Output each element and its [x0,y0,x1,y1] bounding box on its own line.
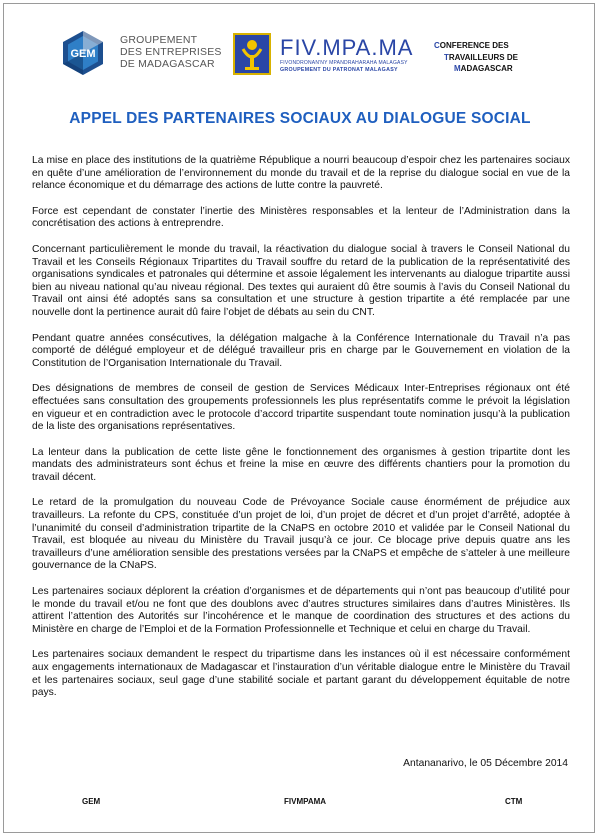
ctm-line1: ONFERENCE DES [439,41,509,50]
paragraph: La mise en place des institutions de la quatrième République a nourri beaucoup d’espoir chez les partenaires sociaux en quête d’une amélioration de l’environnement du monde du travail et de la reprise du dialogue social en vue de la relance économique et du démarrage des actions de lutte contre la pauvreté. [32,155,570,192]
paragraph: Force est cependant de constater l’inertie des Ministères responsables et la lenteur de l’Administration dans la concrétisation des actions à entreprendre. [32,205,570,230]
gem-name [120,34,222,70]
document-body [32,155,570,713]
gem-name-line1: GROUPEMENT [120,34,198,46]
paragraph: Les partenaires sociaux déplorent la création d’organismes et de départements qui n’ont pas beaucoup d’utilité pour le monde du travail et/ou ne font que des doublons avec d’autres structures similaires dans d’autres Ministères. Ils attirent l’attention des Autorités sur l’incohérence et le manque de coordination des structures et des actions du Ministère en charge de l’Emploi et de la Formation Professionnelle et Technique et celui en charge du Travail. [32,586,570,635]
paragraph: La lenteur dans la publication de cette liste gêne le fonctionnement des organismes à gestion tripartite dont les mandats des administrateurs sont échus et freine la mise en œuvre des différents chantiers pour la promotion du travail décent. [32,446,570,483]
fiv-emblem-icon [233,33,271,75]
document-title: APPEL DES PARTENAIRES SOCIAUX AU DIALOGUE SOCIAL [69,110,531,127]
signature-ctm: CTM [505,797,523,806]
ctm-line3: ADAGASCAR [460,64,513,73]
paragraph: Des désignations de membres de conseil de gestion de Services Médicaux Inter-Entreprises régionaux ont été effectuées sans consultation des groupements professionnels les plus représentatifs comme le prévoit la législation en vigueur et en contradiction avec le protocole d’accord tripartite suspendant toute nomination jusqu’à la publication de la liste des organisations représentatives. [32,383,570,433]
ctm-logo [434,40,518,75]
paragraph: Le retard de la promulgation du nouveau Code de Prévoyance Sociale cause énormément de préjudice aux travailleurs. La refonte du CPS, constituée d’un projet de loi, d’un projet de décret et d’un projet d’arrêté, adoptée à l’unanimité du conseil d’administration tripartite de la CNaPS en octobre 2010 et validée par le Conseil National du Travail, est bloquée au niveau du Ministère du Travail jusqu’à ce jour. Ce blocage prive depuis quatre ans les travailleurs d’une amélioration sensible des prestations versées par la CNaPS et empêche de s’atteler à une meilleure gouvernance de la CNaPS. [32,497,571,572]
ctm-initial-t: T [444,52,449,62]
ctm-line2: RAVAILLEURS DE [448,52,518,62]
ctm-initial-c: C [434,41,440,50]
gem-emblem-label: GEM [70,48,96,60]
gem-name-line2: DES ENTREPRISES [120,46,222,58]
paragraph: Pendant quatre années consécutives, la délégation malgache à la Conférence Internationale du Travail n’a pas comporté de délégué employeur et de délégué travailleur pris en charge par le Gouvernement en violation de la Constitution de l’Organisation Internationale du Travail. [32,332,570,369]
signature-gem: GEM [82,797,101,806]
gem-emblem-icon [60,30,106,76]
gem-name-line3: DE MADAGASCAR [120,58,215,70]
fiv-title: FIV.MPA.MA [280,35,414,60]
fiv-subtitle-1: FIVONDRONAN'NY MPANDRAHARAHA MALAGASY [280,60,408,66]
signature-fiv: FIVMPAMA [284,797,327,806]
paragraph: Concernant particulièrement le monde du travail, la réactivation du dialogue social à travers le Conseil National du Travail et les Conseils Régionaux Tripartites du Travail souffre du retard de la publication de la représentativité des organisations syndicales et patronales qui détermine et assoie légalement les intervenants au dialogue tripartite aussi bien au niveau national qu’au niveau régional. Des textes qui auraient dû être soumis à l’avis du Conseil National du Travail ont ainsi été adoptés sans sa consultation et une structure à gestion tripartite a été remplacée par une nouvelle dont la pertinence aurait dû faire l’objet de débats au sein du CNT. [32,243,570,318]
gem-logo [60,28,230,78]
fiv-subtitle-2: GROUPEMENT DU PATRONAT MALAGASY [280,67,398,73]
signoff-date: Antananarivo, le 05 Décembre 2014 [403,758,568,769]
paragraph: Les partenaires sociaux demandent le respect du tripartisme dans les instances où il est nécessaire conformément aux engagements internationaux de Madagascar et l’instauration d’un véritable dialogue entre le Ministère du Travail et les partenaires sociaux, seul gage d’une stabilité sociale et partant garant du développement équitable de notre pays. [32,649,570,699]
ctm-initial-m: M [454,64,461,73]
fiv-logo [233,33,433,83]
